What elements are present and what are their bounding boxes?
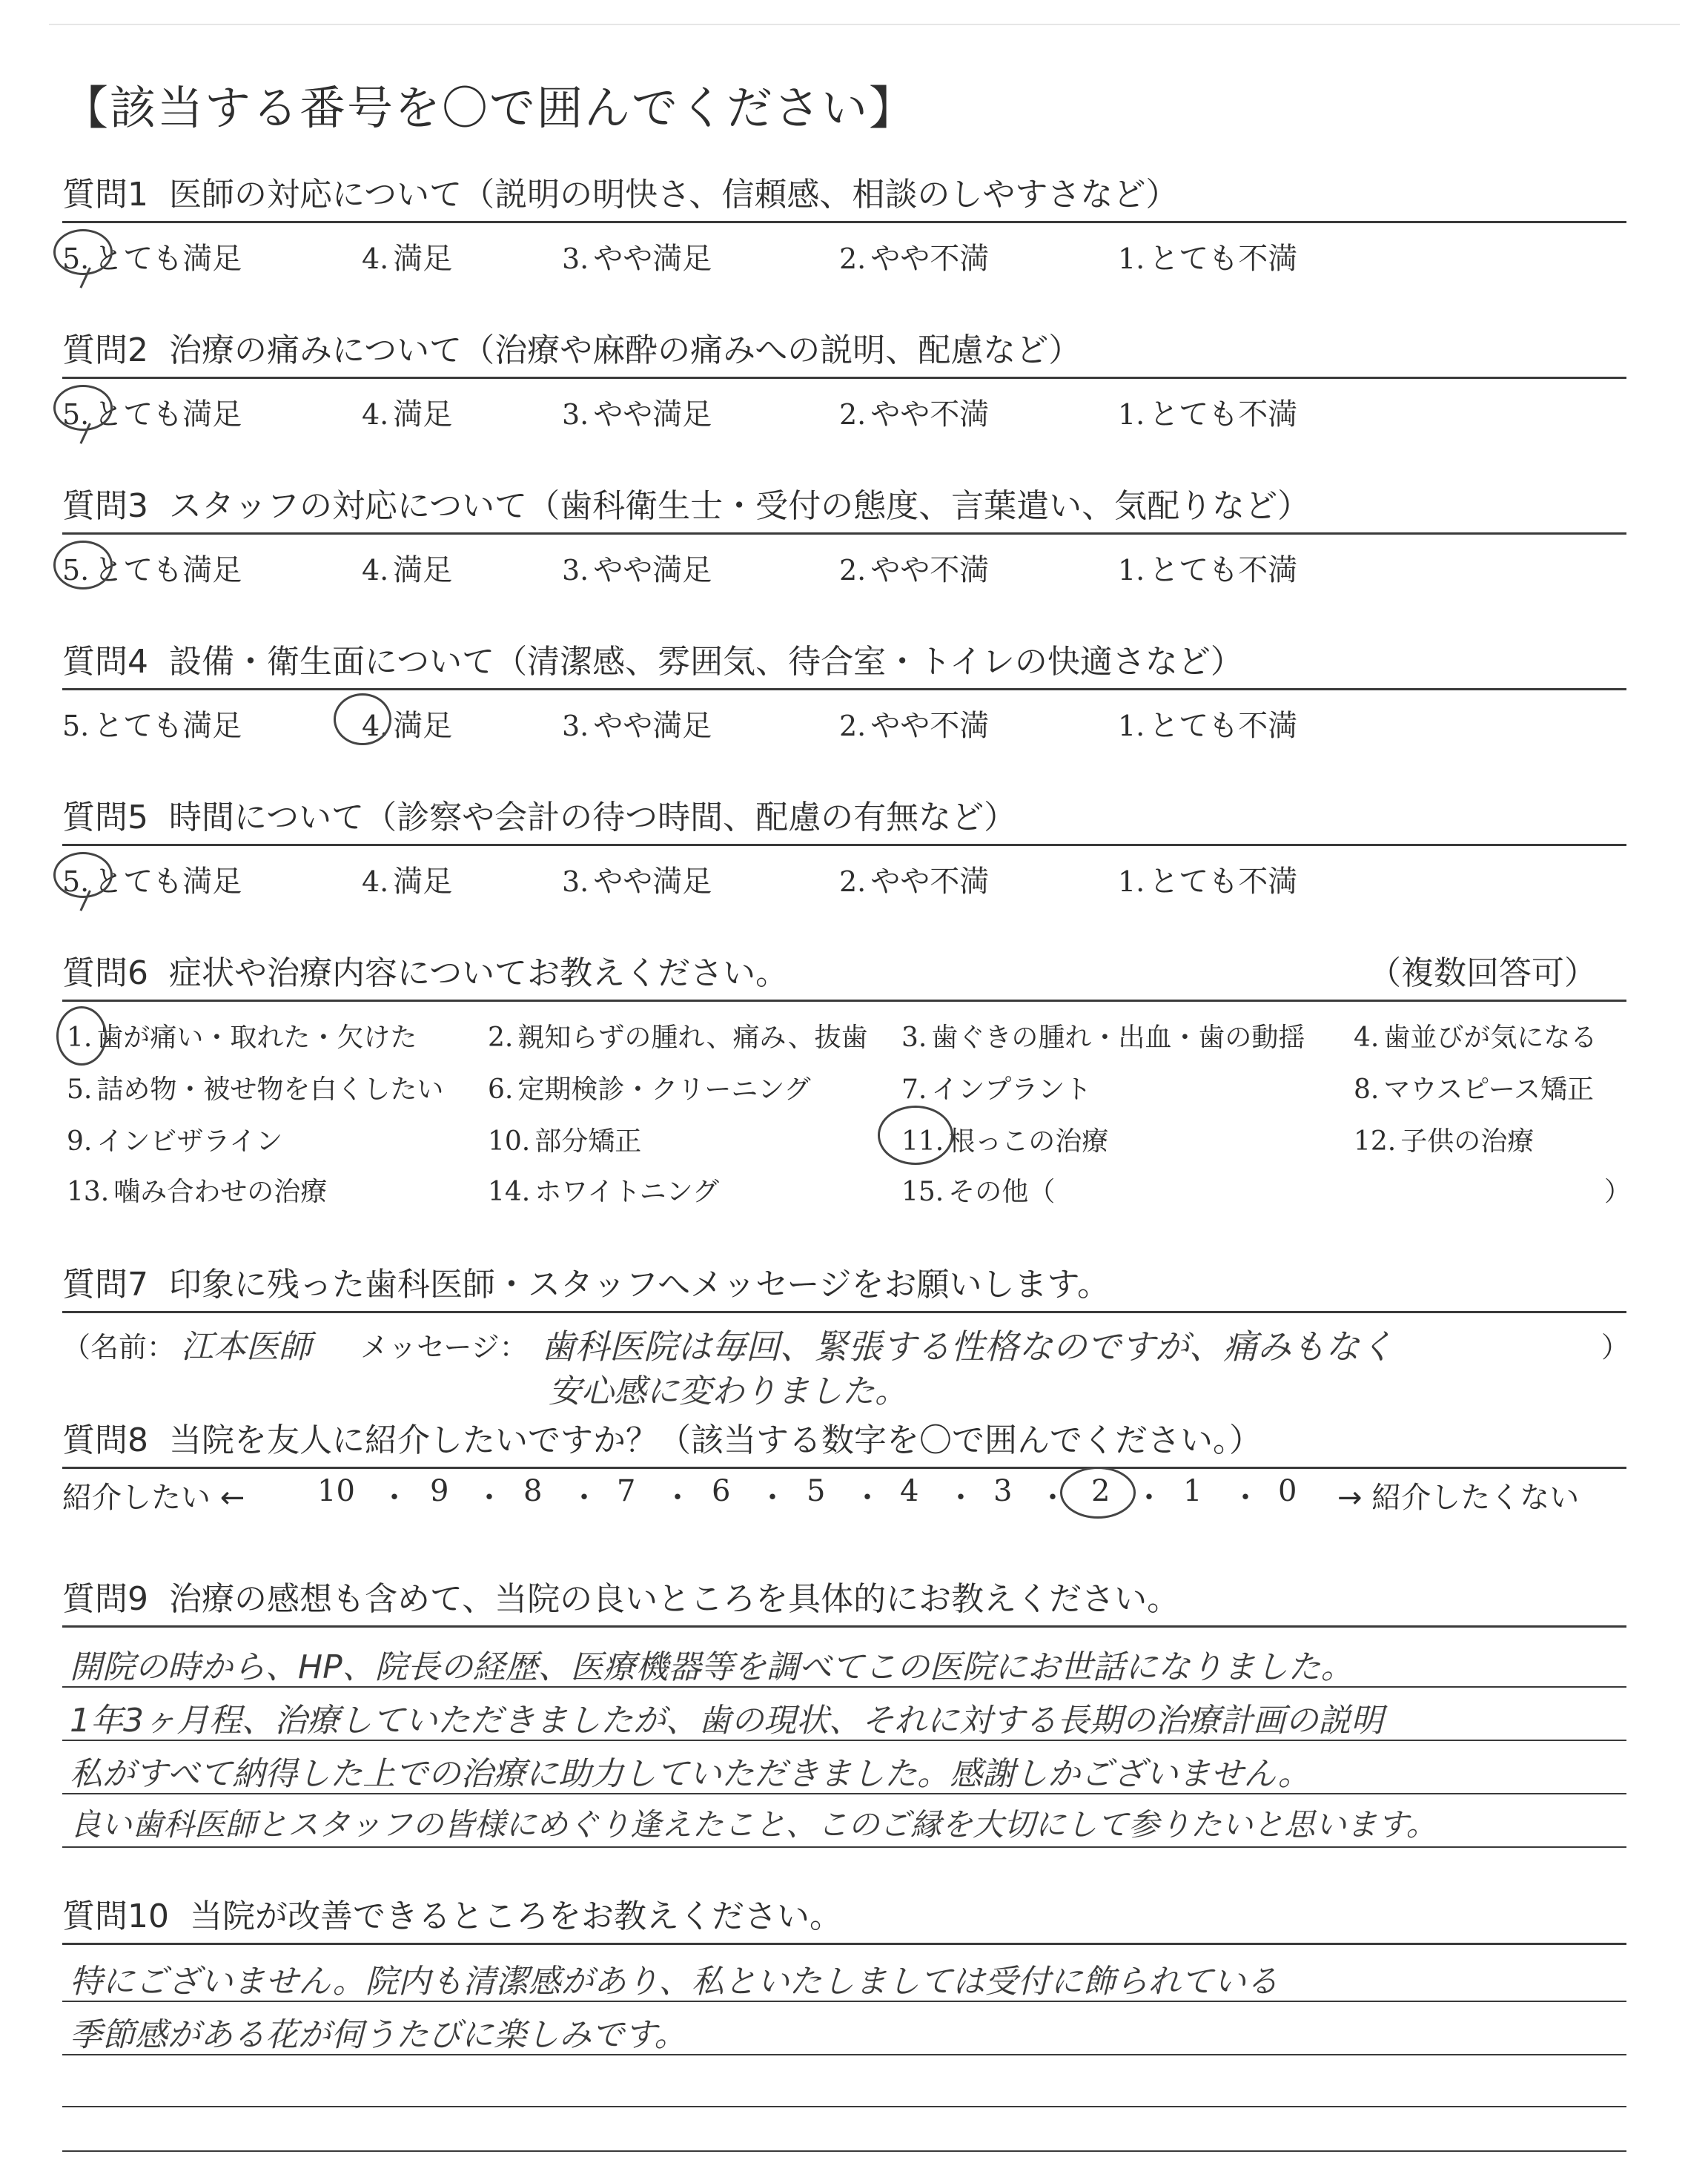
scale-4[interactable]: 4 <box>900 1474 919 1508</box>
symptom-option-11[interactable]: 11. 根っこの治療 <box>901 1126 1109 1157</box>
option-4[interactable]: 4. 満足 <box>362 709 453 743</box>
option-4[interactable]: 4. 満足 <box>362 242 453 276</box>
name-value[interactable]: 江本医師 <box>181 1328 311 1366</box>
question-text: 治療の痛みについて（治療や麻酔の痛みへの説明、配慮など） <box>169 331 1082 369</box>
symptom-option-6[interactable]: 6. 定期検診・クリーニング <box>488 1074 811 1105</box>
scale-dot: ・ <box>663 1481 692 1515</box>
symptom-option-8[interactable]: 8. マウスピース矯正 <box>1354 1074 1595 1105</box>
question-text: 治療の感想も含めて、当院の良いところを具体的にお教えください。 <box>169 1580 1180 1618</box>
scale-3[interactable]: 3 <box>993 1474 1013 1508</box>
question-10-title <box>62 1889 1626 1945</box>
answer-rule <box>62 2106 1626 2107</box>
option-3[interactable]: 3. やや満足 <box>562 865 712 899</box>
question-10 <box>62 1889 1626 1945</box>
option-5[interactable]: 5. とても満足 <box>62 242 242 276</box>
option-2[interactable]: 2. やや不満 <box>839 553 990 587</box>
option-1[interactable]: 1. とても不満 <box>1118 242 1298 276</box>
symptom-option-12[interactable]: 12. 子供の治療 <box>1354 1126 1535 1157</box>
scale-10[interactable]: 10 <box>317 1474 355 1508</box>
answer-rule <box>62 1793 1626 1794</box>
option-5[interactable]: 5. とても満足 <box>62 397 242 432</box>
scale-dot: ・ <box>380 1481 409 1515</box>
symptom-option-1[interactable]: 1. 歯が痛い・取れた・欠けた <box>67 1023 417 1053</box>
question-number: 質問9 <box>62 1580 148 1618</box>
recommend-right-label: → 紹介したくない <box>1337 1481 1580 1515</box>
question-2 <box>62 323 1626 431</box>
message-label: メッセージ： <box>360 1331 528 1364</box>
question-9-title <box>62 1572 1626 1628</box>
scale-dot: ・ <box>569 1481 599 1515</box>
symptom-option-3[interactable]: 3. 歯ぐきの腫れ・出血・歯の動揺 <box>901 1023 1305 1053</box>
option-1[interactable]: 1. とても不満 <box>1118 553 1298 587</box>
scale-6[interactable]: 6 <box>712 1474 731 1508</box>
option-5[interactable]: 5. とても満足 <box>62 709 242 743</box>
q9-answer-line-1[interactable]: 開院の時から、HP、院長の経歴、医療機器等を調べてこの医院にお世話になりました。 <box>70 1648 1354 1686</box>
option-4[interactable]: 4. 満足 <box>362 865 453 899</box>
question-7 <box>62 1258 1626 1313</box>
option-1[interactable]: 1. とても不満 <box>1118 865 1298 899</box>
symptom-option-7[interactable]: 7. インプラント <box>901 1074 1092 1105</box>
symptom-option-13[interactable]: 13. 噛み合わせの治療 <box>67 1177 328 1207</box>
scale-5[interactable]: 5 <box>807 1474 826 1508</box>
answer-rule <box>62 2150 1626 2152</box>
question-1-title <box>62 168 1626 223</box>
question-number: 質問1 <box>62 176 148 214</box>
symptom-option-2[interactable]: 2. 親知らずの腫れ、痛み、抜歯 <box>488 1023 868 1053</box>
option-4[interactable]: 4. 満足 <box>362 397 453 432</box>
scale-0[interactable]: 0 <box>1278 1474 1297 1508</box>
rating-options <box>62 846 1626 898</box>
scale-9[interactable]: 9 <box>430 1474 449 1508</box>
scale-dot: ・ <box>1231 1481 1260 1515</box>
rating-options <box>62 690 1626 742</box>
question-3-title <box>62 479 1626 535</box>
other-close-paren: ） <box>1604 1177 1632 1207</box>
scale-dot: ・ <box>474 1481 504 1515</box>
option-2[interactable]: 2. やや不満 <box>839 709 990 743</box>
option-5[interactable]: 5. とても満足 <box>62 553 242 587</box>
option-4[interactable]: 4. 満足 <box>362 553 453 587</box>
question-3 <box>62 479 1626 587</box>
symptom-option-15[interactable]: 15. その他（ <box>901 1177 1056 1207</box>
question-number: 質問5 <box>62 799 148 836</box>
symptom-option-14[interactable]: 14. ホワイトニング <box>488 1177 720 1207</box>
rating-options <box>62 379 1626 431</box>
option-1[interactable]: 1. とても不満 <box>1118 397 1298 432</box>
scale-7[interactable]: 7 <box>617 1474 636 1508</box>
rating-options <box>62 535 1626 587</box>
recommend-scale <box>62 1474 1626 1519</box>
name-label: （名前： <box>62 1331 176 1364</box>
symptom-option-4[interactable]: 4. 歯並びが気になる <box>1354 1023 1598 1053</box>
option-5[interactable]: 5. とても満足 <box>62 865 242 899</box>
option-3[interactable]: 3. やや満足 <box>562 242 712 276</box>
question-text: 設備・衛生面について（清潔感、雰囲気、待合室・トイレの快適さなど） <box>169 643 1243 681</box>
question-number: 質問2 <box>62 331 148 369</box>
scale-dot: ・ <box>758 1481 787 1515</box>
message-close-paren: ） <box>1601 1331 1630 1364</box>
question-7-title <box>62 1258 1626 1313</box>
q10-answer-line-2[interactable]: 季節感がある花が伺うたびに楽しみです。 <box>70 2016 687 2054</box>
question-text: 印象に残った歯科医師・スタッフへメッセージをお願いします。 <box>169 1266 1110 1304</box>
question-5 <box>62 790 1626 898</box>
question-text: 医師の対応について（説明の明快さ、信頼感、相談のしやすさなど） <box>169 176 1179 214</box>
scale-1[interactable]: 1 <box>1183 1474 1202 1508</box>
option-2[interactable]: 2. やや不満 <box>839 865 990 899</box>
scale-8[interactable]: 8 <box>523 1474 543 1508</box>
option-3[interactable]: 3. やや満足 <box>562 709 712 743</box>
answer-rule <box>62 2001 1626 2002</box>
scan-edge <box>49 24 1680 25</box>
question-text: スタッフの対応について（歯科衛生士・受付の態度、言葉遣い、気配りなど） <box>169 487 1311 525</box>
option-3[interactable]: 3. やや満足 <box>562 397 712 432</box>
multiple-answers-note: （複数回答可） <box>1368 954 1597 992</box>
question-text: 当院を友人に紹介したいですか？（該当する数字を〇で囲んでください。） <box>169 1421 1262 1459</box>
symptom-option-9[interactable]: 9. インビザライン <box>67 1126 283 1157</box>
question-text: 症状や治療内容についてお教えください。 <box>169 954 789 992</box>
question-number: 質問3 <box>62 487 148 525</box>
question-text: 当院が改善できるところをお教えください。 <box>190 1898 842 1935</box>
question-6 <box>62 946 1632 1217</box>
option-3[interactable]: 3. やや満足 <box>562 553 712 587</box>
survey-heading: 【該当する番号を〇で囲んでください】 <box>62 81 917 135</box>
question-4 <box>62 635 1626 742</box>
question-5-title <box>62 790 1626 846</box>
symptom-option-10[interactable]: 10. 部分矯正 <box>488 1126 642 1157</box>
option-2[interactable]: 2. やや不満 <box>839 397 990 432</box>
question-4-title <box>62 635 1626 690</box>
scale-dot: ・ <box>1038 1481 1068 1515</box>
q10-answer-line-1[interactable]: 特にございません。院内も清潔感があり、私といたしましては受付に飾られている <box>70 1963 1279 2001</box>
question-number: 質問4 <box>62 643 148 681</box>
q9-answer-line-4[interactable]: 良い歯科医師とスタッフの皆様にめぐり逢えたこと、このご縁を大切にして参りたいと思います。 <box>70 1806 1437 1843</box>
answer-rule <box>62 1846 1626 1848</box>
answer-rule <box>62 2054 1626 2055</box>
option-1[interactable]: 1. とても不満 <box>1118 709 1298 743</box>
message-line-2[interactable]: 安心感に変わりました。 <box>549 1373 907 1410</box>
recommend-left-label: 紹介したい ← <box>62 1481 245 1515</box>
option-2[interactable]: 2. やや不満 <box>839 242 990 276</box>
question-1 <box>62 168 1626 275</box>
question-number: 質問8 <box>62 1421 148 1459</box>
question-9 <box>62 1572 1626 1628</box>
answer-rule <box>62 1740 1626 1741</box>
scale-2[interactable]: 2 <box>1091 1474 1110 1508</box>
scale-dot: ・ <box>1134 1481 1164 1515</box>
q9-answer-line-2[interactable]: 1年3ヶ月程、治療していただきましたが、歯の現状、それに対する長期の治療計画の説明 <box>70 1702 1383 1740</box>
question-2-title <box>62 323 1626 379</box>
rating-options <box>62 223 1626 275</box>
question-8 <box>62 1413 1626 1469</box>
question-8-title <box>62 1413 1626 1469</box>
question-6-title <box>62 946 1626 1002</box>
question-number: 質問6 <box>62 954 148 992</box>
scale-dot: ・ <box>946 1481 976 1515</box>
symptom-options <box>62 1002 1632 1217</box>
q9-answer-line-3[interactable]: 私がすべて納得した上での治療に助力していただきました。感謝しかございません。 <box>70 1755 1311 1793</box>
symptom-option-5[interactable]: 5. 詰め物・被せ物を白くしたい <box>67 1074 444 1105</box>
answer-rule <box>62 1686 1626 1688</box>
scale-dot: ・ <box>853 1481 882 1515</box>
question-text: 時間について（診察や会計の待つ時間、配慮の有無など） <box>169 799 1017 836</box>
question-number: 質問7 <box>62 1266 148 1304</box>
question-number: 質問10 <box>62 1898 169 1935</box>
message-line-1[interactable]: 歯科医院は毎回、緊張する性格なのですが、痛みもなく <box>541 1327 1394 1367</box>
